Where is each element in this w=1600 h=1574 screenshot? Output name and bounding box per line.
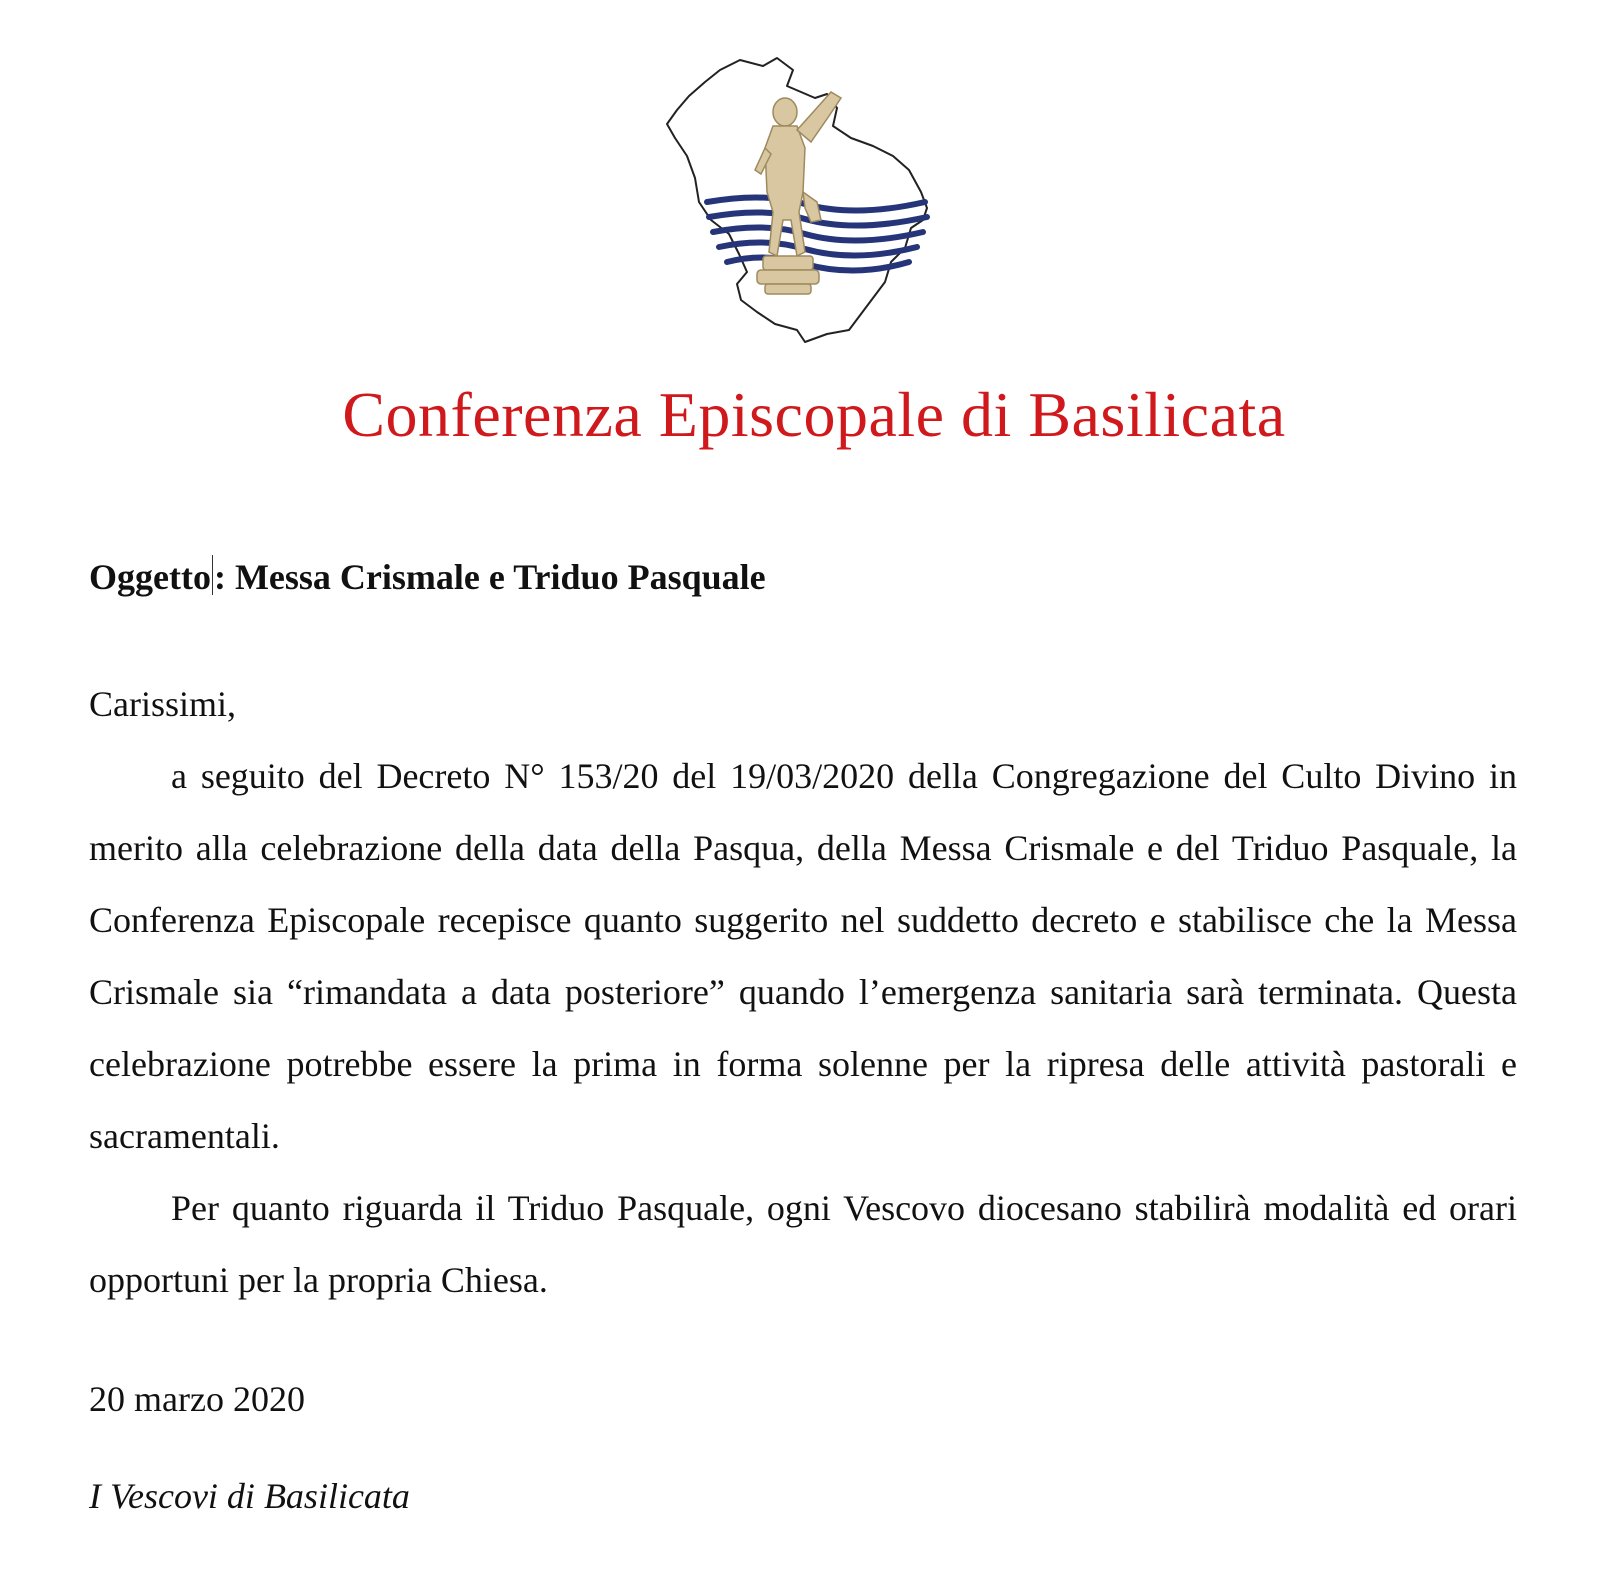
subject-label: Oggetto <box>89 557 211 597</box>
subject-line <box>89 555 766 598</box>
letter-date: 20 marzo 2020 <box>89 1379 305 1419</box>
salutation: Carissimi, <box>89 684 237 724</box>
body-paragraph-1: a seguito del Decreto N° 153/20 del 19/03/2020 della Congregazione del Culto Divino in merito alla celebrazione della data della Pasqua, della Messa Crismale e del Triduo Pasquale, la Conferenza Episcopale recepisce quanto suggerito nel suddetto decreto e stabilisce che la Messa Crismale sia “rimandata a data posteriore” quando l’emergenza sanitaria sarà terminata. Questa celebrazione potrebbe essere la prima in forma solenne per la ripresa delle attività pastorali e sacramentali. <box>89 756 1517 1156</box>
organization-title: Conferenza Episcopale di Basilicata <box>342 379 1286 450</box>
subject-text: : Messa Crismale e Triduo Pasquale <box>213 557 766 597</box>
signature: I Vescovi di Basilicata <box>89 1476 410 1516</box>
basilicata-region-statue-logo-icon <box>665 52 940 352</box>
body-paragraph-2: Per quanto riguarda il Triduo Pasquale, ogni Vescovo diocesano stabilirà modalità ed orari opportuni per la propria Chiesa. <box>89 1188 1517 1300</box>
text-cursor <box>212 555 213 595</box>
letter-body <box>89 668 1517 1316</box>
